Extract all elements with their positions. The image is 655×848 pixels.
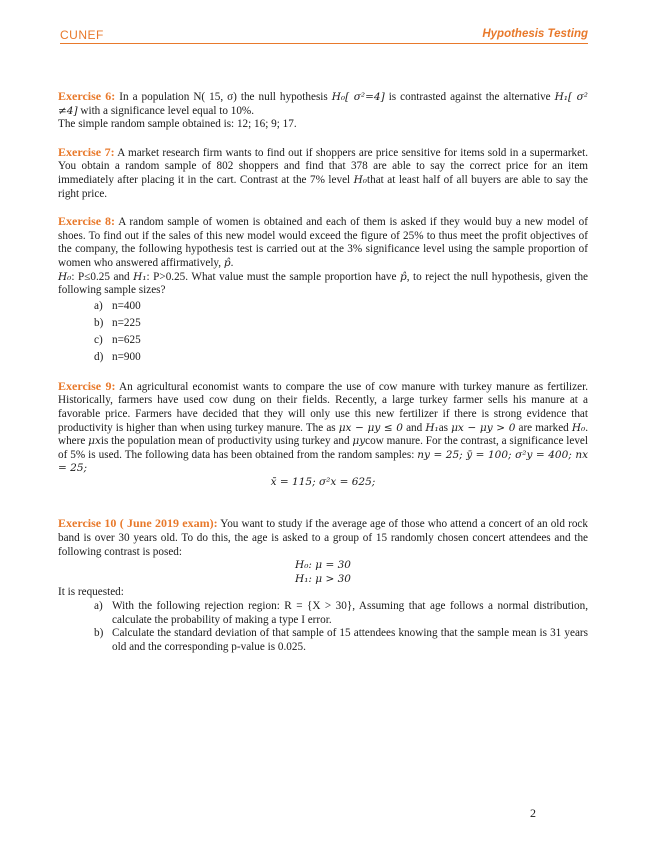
alternative-hypothesis-expression: μx − μy > 0 (451, 421, 516, 434)
exercise-10-text-1: You want to study if the average age of those who attend a concert of an old rock band is over 30 years old. To do this, the age is asked to a group of 15 randomly chosen concert attendees and the following contrast is posed: (58, 518, 588, 558)
exercise-8-text-2: : P≤0.25 and (71, 270, 134, 283)
exercise-10-text (58, 517, 588, 559)
null-hypothesis-expression: μx − μy ≤ 0 (338, 421, 403, 434)
exercise-8-hypotheses (58, 271, 588, 298)
exercise-8-period: . (230, 256, 234, 269)
exercise-9-text (58, 380, 588, 476)
alternative-hypothesis: H₁[ σ² ≠4] (58, 91, 588, 117)
null-hypothesis: H₀: μ = 30 (295, 559, 351, 572)
list-item-text: n=900 (112, 350, 141, 363)
list-item-text: Calculate the standard deviation of that sample of 15 attendees knowing that the sample mean is 31 years old and the corresponding p-value is 0.025. (112, 627, 588, 653)
page-header (60, 28, 588, 44)
alternative-hypothesis: H₁ (133, 270, 147, 283)
list-item-label: b) (94, 316, 104, 329)
exercise-9-text-5: . where (58, 421, 589, 448)
list-item-label: d) (94, 350, 104, 363)
exercise-8-text-1: A random sample of women is obtained and each of them is asked if they would buy a new model of shoes. To find out if the sales of this new model would exceed the figure of 25% to thus meet the profit objectives of the company, the following hypothesis test is carried out at the 3% significance level using the sample proportion of women who answered affirmatively, (58, 216, 588, 269)
list-item (94, 349, 588, 366)
exercise-9 (58, 380, 588, 490)
sample-size-list (58, 298, 588, 366)
list-item-label: b) (94, 627, 104, 640)
mu-x-symbol: μx (88, 435, 101, 448)
exercise-6-sample: The simple random sample obtained is: 12; 16; 9; 17. (58, 118, 297, 131)
page-content (58, 90, 588, 668)
alternative-hypothesis: H₁: μ > 30 (295, 572, 351, 585)
exercise-10-requested: It is requested: (58, 586, 124, 599)
exercise-7-text-1: A market research firm wants to find out if shoppers are price sensitive for items sold in a supermarket. You obtain a random sample of 802 shoppers and find that 378 are able to say the correct price for an item immediately after placing it in the cart. Contrast at the 7% level (58, 146, 589, 186)
requested-list (58, 600, 588, 654)
exercise-6-heading: Exercise 6: (58, 89, 116, 103)
exercise-9-text-2: and (403, 421, 426, 434)
exercise-9-text-3: as (438, 421, 452, 434)
exercise-7-heading: Exercise 7: (58, 144, 115, 159)
mu-y-symbol: μy (352, 435, 366, 448)
null-hypothesis: H₀[ σ²=4] (331, 91, 385, 103)
brand-name: CUNEF (60, 28, 104, 42)
exercise-6-text-1: In a population N( 15, σ) the null hypothesis (115, 91, 332, 103)
exercise-6 (58, 90, 588, 132)
exercise-10-h0 (58, 559, 588, 573)
list-item-text: n=625 (112, 333, 141, 346)
null-hypothesis: H₀ (571, 421, 586, 434)
list-item (94, 315, 588, 332)
exercise-7-text-2: that at least half of all buyers are able to say the right price. (58, 173, 588, 200)
null-hypothesis: H₀ (58, 270, 72, 283)
spacer (58, 503, 588, 517)
list-item-label: a) (94, 299, 103, 312)
exercise-9-text-6: is the population mean of productivity using turkey and (100, 435, 353, 448)
exercise-9-text-1: An agricultural economist wants to compare the use of cow manure with turkey manure as fertilizer. Historically, farmers have used cow dung on their fields. Recently, a large turkey farmer sells his manure at a favorable price. Farmers have decided that they will only use this new fertilizer if there is strong evidence that productivity is higher than when using turkey manure. The as (58, 380, 588, 434)
exercise-9-text-7: cow manure. For the contrast, a significance level of 5% is used. The following data has been obtained from the random samples: (58, 435, 588, 461)
exercise-6-text-2: is contrasted against the alternative (384, 91, 555, 103)
sample-data-line-2: x̄ = 115; σ²x = 625; (270, 475, 376, 488)
sample-data-line-1: ny = 25; ȳ = 100; σ²y = 400; nx = 25; (58, 448, 588, 475)
list-item (94, 298, 588, 315)
sample-proportion-symbol: p̂ (400, 270, 407, 283)
exercise-10-h1 (58, 573, 588, 587)
list-item-label: c) (94, 333, 103, 346)
null-hypothesis: H₀ (353, 173, 367, 186)
exercise-10-heading: Exercise 10 ( June 2019 exam): (58, 516, 218, 531)
exercise-9-heading: Exercise 9: (58, 378, 116, 393)
header-rule (60, 43, 588, 44)
list-item (94, 600, 588, 627)
exercise-9-data (58, 476, 588, 490)
exercise-10 (58, 517, 588, 654)
exercise-6-text (58, 90, 588, 118)
list-item-text: n=400 (112, 299, 141, 312)
exercise-8-text (58, 215, 588, 270)
list-item-label: a) (94, 600, 103, 613)
exercise-8-text-4: , to reject the null hypothesis, given the following sample sizes? (58, 270, 588, 297)
exercise-8-text-3: : P>0.25. What value must the sample proportion have (146, 270, 400, 283)
exercise-6-text-3: with a significance level equal to 10%. (77, 104, 255, 117)
sample-proportion-symbol: p̂ (223, 256, 231, 269)
list-item (94, 332, 588, 349)
list-item (94, 627, 588, 654)
exercise-7 (58, 146, 588, 201)
exercise-8 (58, 215, 588, 366)
chapter-title: Hypothesis Testing (482, 28, 588, 40)
list-item-text: n=225 (112, 316, 141, 329)
exercise-9-text-4: are marked (515, 421, 572, 434)
exercise-8-heading: Exercise 8: (58, 214, 116, 229)
alternative-hypothesis: H₁ (425, 421, 439, 434)
list-item-text: With the following rejection region: R = {X > 30}, Assuming that age follows a normal distribution, calculate the probability of making a type I error. (112, 600, 588, 626)
page-number: 2 (530, 806, 536, 820)
exercise-7-text (58, 146, 588, 201)
